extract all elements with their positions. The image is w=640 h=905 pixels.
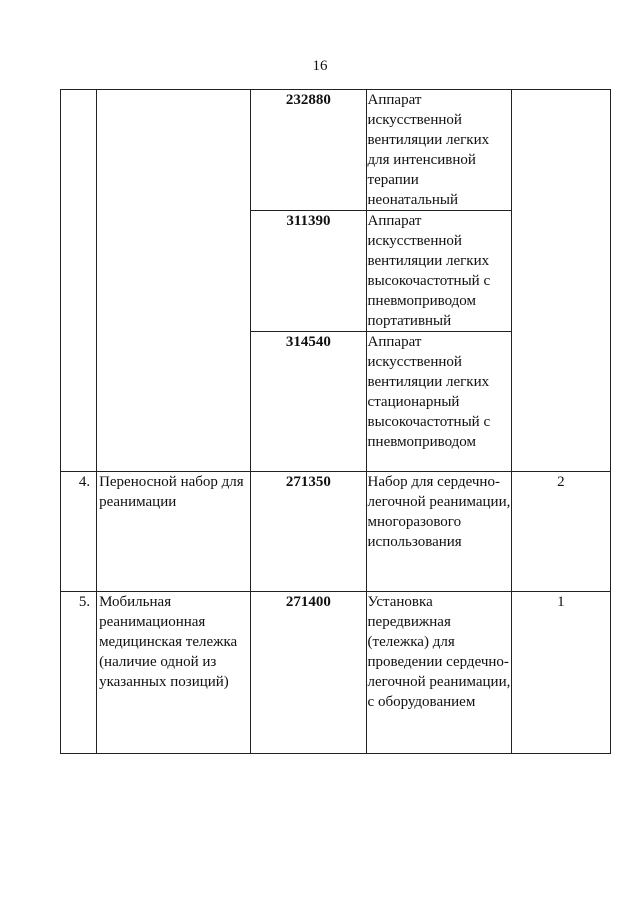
code-cell: 271400 — [251, 592, 366, 754]
quantity-cell — [511, 90, 610, 472]
description-cell: Аппарат искусственной вентиляции легких высокочастотный с пневмоприводом портативный — [366, 211, 511, 332]
item-name-cell: Мобильная реанимационная медицинская тележка (наличие одной из указанных позиций) — [97, 592, 251, 754]
code-cell: 232880 — [251, 90, 366, 211]
row-number-cell: 5. — [61, 592, 97, 754]
quantity-cell: 1 — [511, 592, 610, 754]
description-cell: Аппарат искусственной вентиляции легких для интенсивной терапии неонатальный — [366, 90, 511, 211]
description-cell: Набор для сердечно-легочной реанимации, многоразового использования — [366, 472, 511, 592]
code-cell: 311390 — [251, 211, 366, 332]
page-number: 16 — [312, 58, 328, 74]
row-number-cell — [61, 90, 97, 472]
table-row — [61, 472, 611, 592]
row-number-cell: 4. — [61, 472, 97, 592]
description-cell: Установка передвижная (тележка) для проведении сердечно-легочной реанимации, с оборудованием — [366, 592, 511, 754]
table-row — [61, 90, 611, 211]
table-row — [61, 592, 611, 754]
code-cell: 271350 — [251, 472, 366, 592]
equipment-table — [60, 89, 611, 754]
item-name-cell — [97, 90, 251, 472]
description-cell: Аппарат искусственной вентиляции легких стационарный высокочастотный с пневмоприводом — [366, 332, 511, 472]
code-cell: 314540 — [251, 332, 366, 472]
quantity-cell: 2 — [511, 472, 610, 592]
item-name-cell: Переносной набор для реанимации — [97, 472, 251, 592]
